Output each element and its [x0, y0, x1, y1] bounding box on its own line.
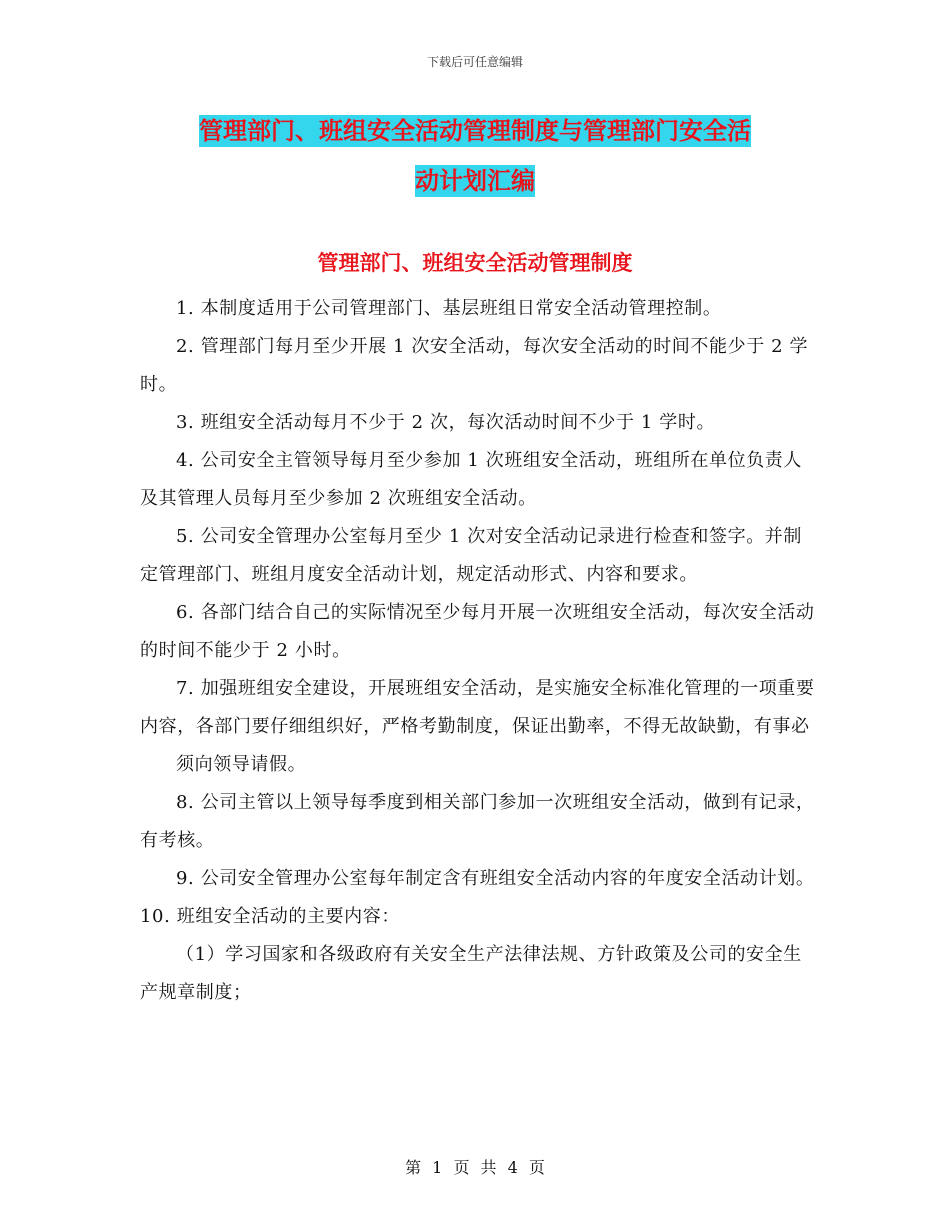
- header-note: 下载后可任意编辑: [426, 55, 523, 69]
- paragraph-1: 1. 本制度适用于公司管理部门、基层班组日常安全活动管理控制。: [176, 298, 722, 319]
- paragraph-3: 3. 班组安全活动每月不少于 2 次，每次活动时间不少于 1 学时。: [176, 412, 716, 433]
- document-title-line1: 管理部门、班组安全活动管理制度与管理部门安全活: [199, 117, 751, 145]
- document-body: [140, 290, 820, 1012]
- paragraph-4: 4. 公司安全主管领导每月至少参加 1 次班组安全活动，班组所在单位负责人及其管理人员每月至少参加 2 次班组安全活动。: [140, 450, 802, 509]
- paragraph-5: 5. 公司安全管理办公室每月至少 1 次对安全活动记录进行检查和签字。并制定管理部门、班组月度安全活动计划，规定活动形式、内容和要求。: [140, 526, 802, 585]
- paragraph-7-continued: 须向领导请假。: [176, 754, 307, 775]
- paragraph-10-item-1: （1）学习国家和各级政府有关安全生产法律法规、方针政策及公司的安全生产规章制度；: [140, 944, 802, 1003]
- paragraph-6: 6. 各部门结合自己的实际情况至少每月开展一次班组安全活动，每次安全活动的时间不能少于 2 小时。: [140, 602, 815, 661]
- paragraph-9: 9. 公司安全管理办公室每年制定含有班组安全活动内容的年度安全活动计划。10. 班组安全活动的主要内容：: [140, 868, 815, 927]
- paragraph-8: 8. 公司主管以上领导每季度到相关部门参加一次班组安全活动，做到有记录，有考核。: [140, 792, 815, 851]
- document-title-line2: 动计划汇编: [415, 167, 535, 195]
- page-footer: 第 1 页 共 4 页: [405, 1158, 545, 1177]
- section-title: 管理部门、班组安全活动管理制度: [317, 251, 633, 275]
- paragraph-2: 2. 管理部门每月至少开展 1 次安全活动，每次安全活动的时间不能少于 2 学时。: [140, 336, 809, 395]
- paragraph-7: 7. 加强班组安全建设，开展班组安全活动，是实施安全标准化管理的一项重要内容，各部门要仔细组织好，严格考勤制度，保证出勤率，不得无故缺勤，有事必: [140, 678, 815, 737]
- document-title: [150, 106, 800, 206]
